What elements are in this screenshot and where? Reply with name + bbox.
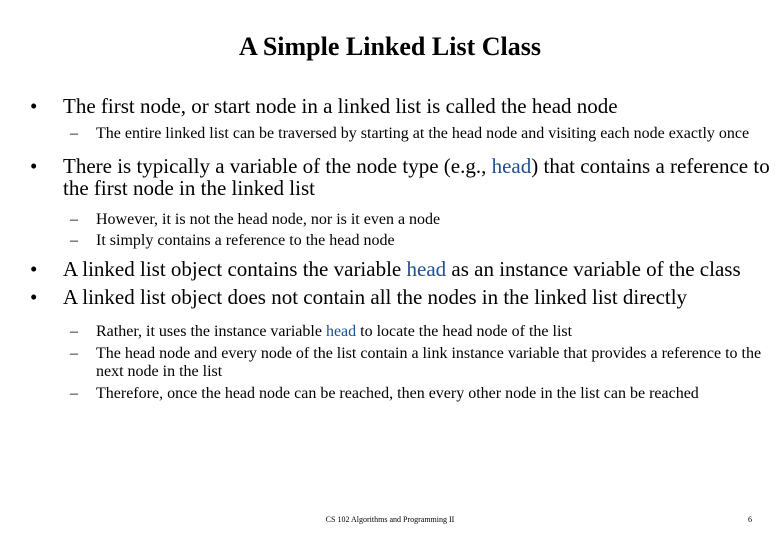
bullet-marker: • [30, 285, 38, 309]
bullet-marker: • [30, 154, 38, 178]
bullet-4 [30, 286, 770, 308]
bullet-2-sub-2-text: It simply contains a reference to the head node [96, 232, 395, 249]
slide-title: A Simple Linked List Class [239, 32, 541, 61]
bullet-3-text-a: A linked list object contains the variable [63, 257, 407, 281]
bullet-1 [30, 95, 770, 117]
sub-bullet-marker: – [70, 211, 78, 228]
keyword-head: head [406, 257, 447, 281]
footer-course: CS 102 Algorithms and Programming II [325, 515, 455, 524]
bullet-1-sub-1 [30, 125, 770, 143]
footer-page-number: 6 [748, 515, 752, 524]
keyword-head: head [491, 154, 532, 178]
bullet-2 [30, 155, 770, 199]
sub-bullet-marker: – [70, 385, 78, 402]
bullet-1-text: The first node, or start node in a linked list is called the head node [63, 94, 618, 118]
bullet-marker: • [30, 94, 38, 118]
bullet-2-text-b: ) that contains a reference to the first node in the linked list [63, 154, 770, 200]
bullet-marker: • [30, 257, 38, 281]
keyword-head: head [325, 323, 357, 340]
bullet-4-sub-1-text-a: Rather, it uses the instance variable [96, 323, 326, 340]
bullet-4-sub-1-text-b: to locate the head node of the list [356, 323, 573, 340]
bullet-2-sub-2 [30, 232, 770, 250]
bullet-3-text-b: as an instance variable of the class [446, 257, 741, 281]
bullet-1-sub-1-text: The entire linked list can be traversed by starting at the head node and visiting each node exactly once [96, 125, 750, 142]
bullet-4-sub-3-text: Therefore, once the head node can be reached, then every other node in the list can be reached [96, 385, 699, 402]
sub-bullet-marker: – [70, 125, 78, 142]
sub-bullet-marker: – [70, 232, 78, 249]
bullet-2-sub-1-text: However, it is not the head node, nor is it even a node [96, 211, 441, 228]
bullet-4-sub-2-text: The head node and every node of the list contain a link instance variable that provides a reference to the next node in the list [96, 345, 762, 380]
bullet-4-sub-3 [30, 385, 770, 403]
slide-body [30, 95, 770, 403]
sub-bullet-marker: – [70, 323, 78, 340]
bullet-3 [30, 258, 770, 280]
bullet-4-text: A linked list object does not contain all the nodes in the linked list directly [63, 285, 688, 309]
bullet-2-sub-1 [30, 211, 770, 229]
bullet-4-sub-2 [30, 345, 770, 381]
sub-bullet-marker: – [70, 345, 78, 362]
bullet-4-sub-1 [30, 323, 770, 341]
bullet-2-text-a: There is typically a variable of the node type (e.g., [63, 154, 492, 178]
